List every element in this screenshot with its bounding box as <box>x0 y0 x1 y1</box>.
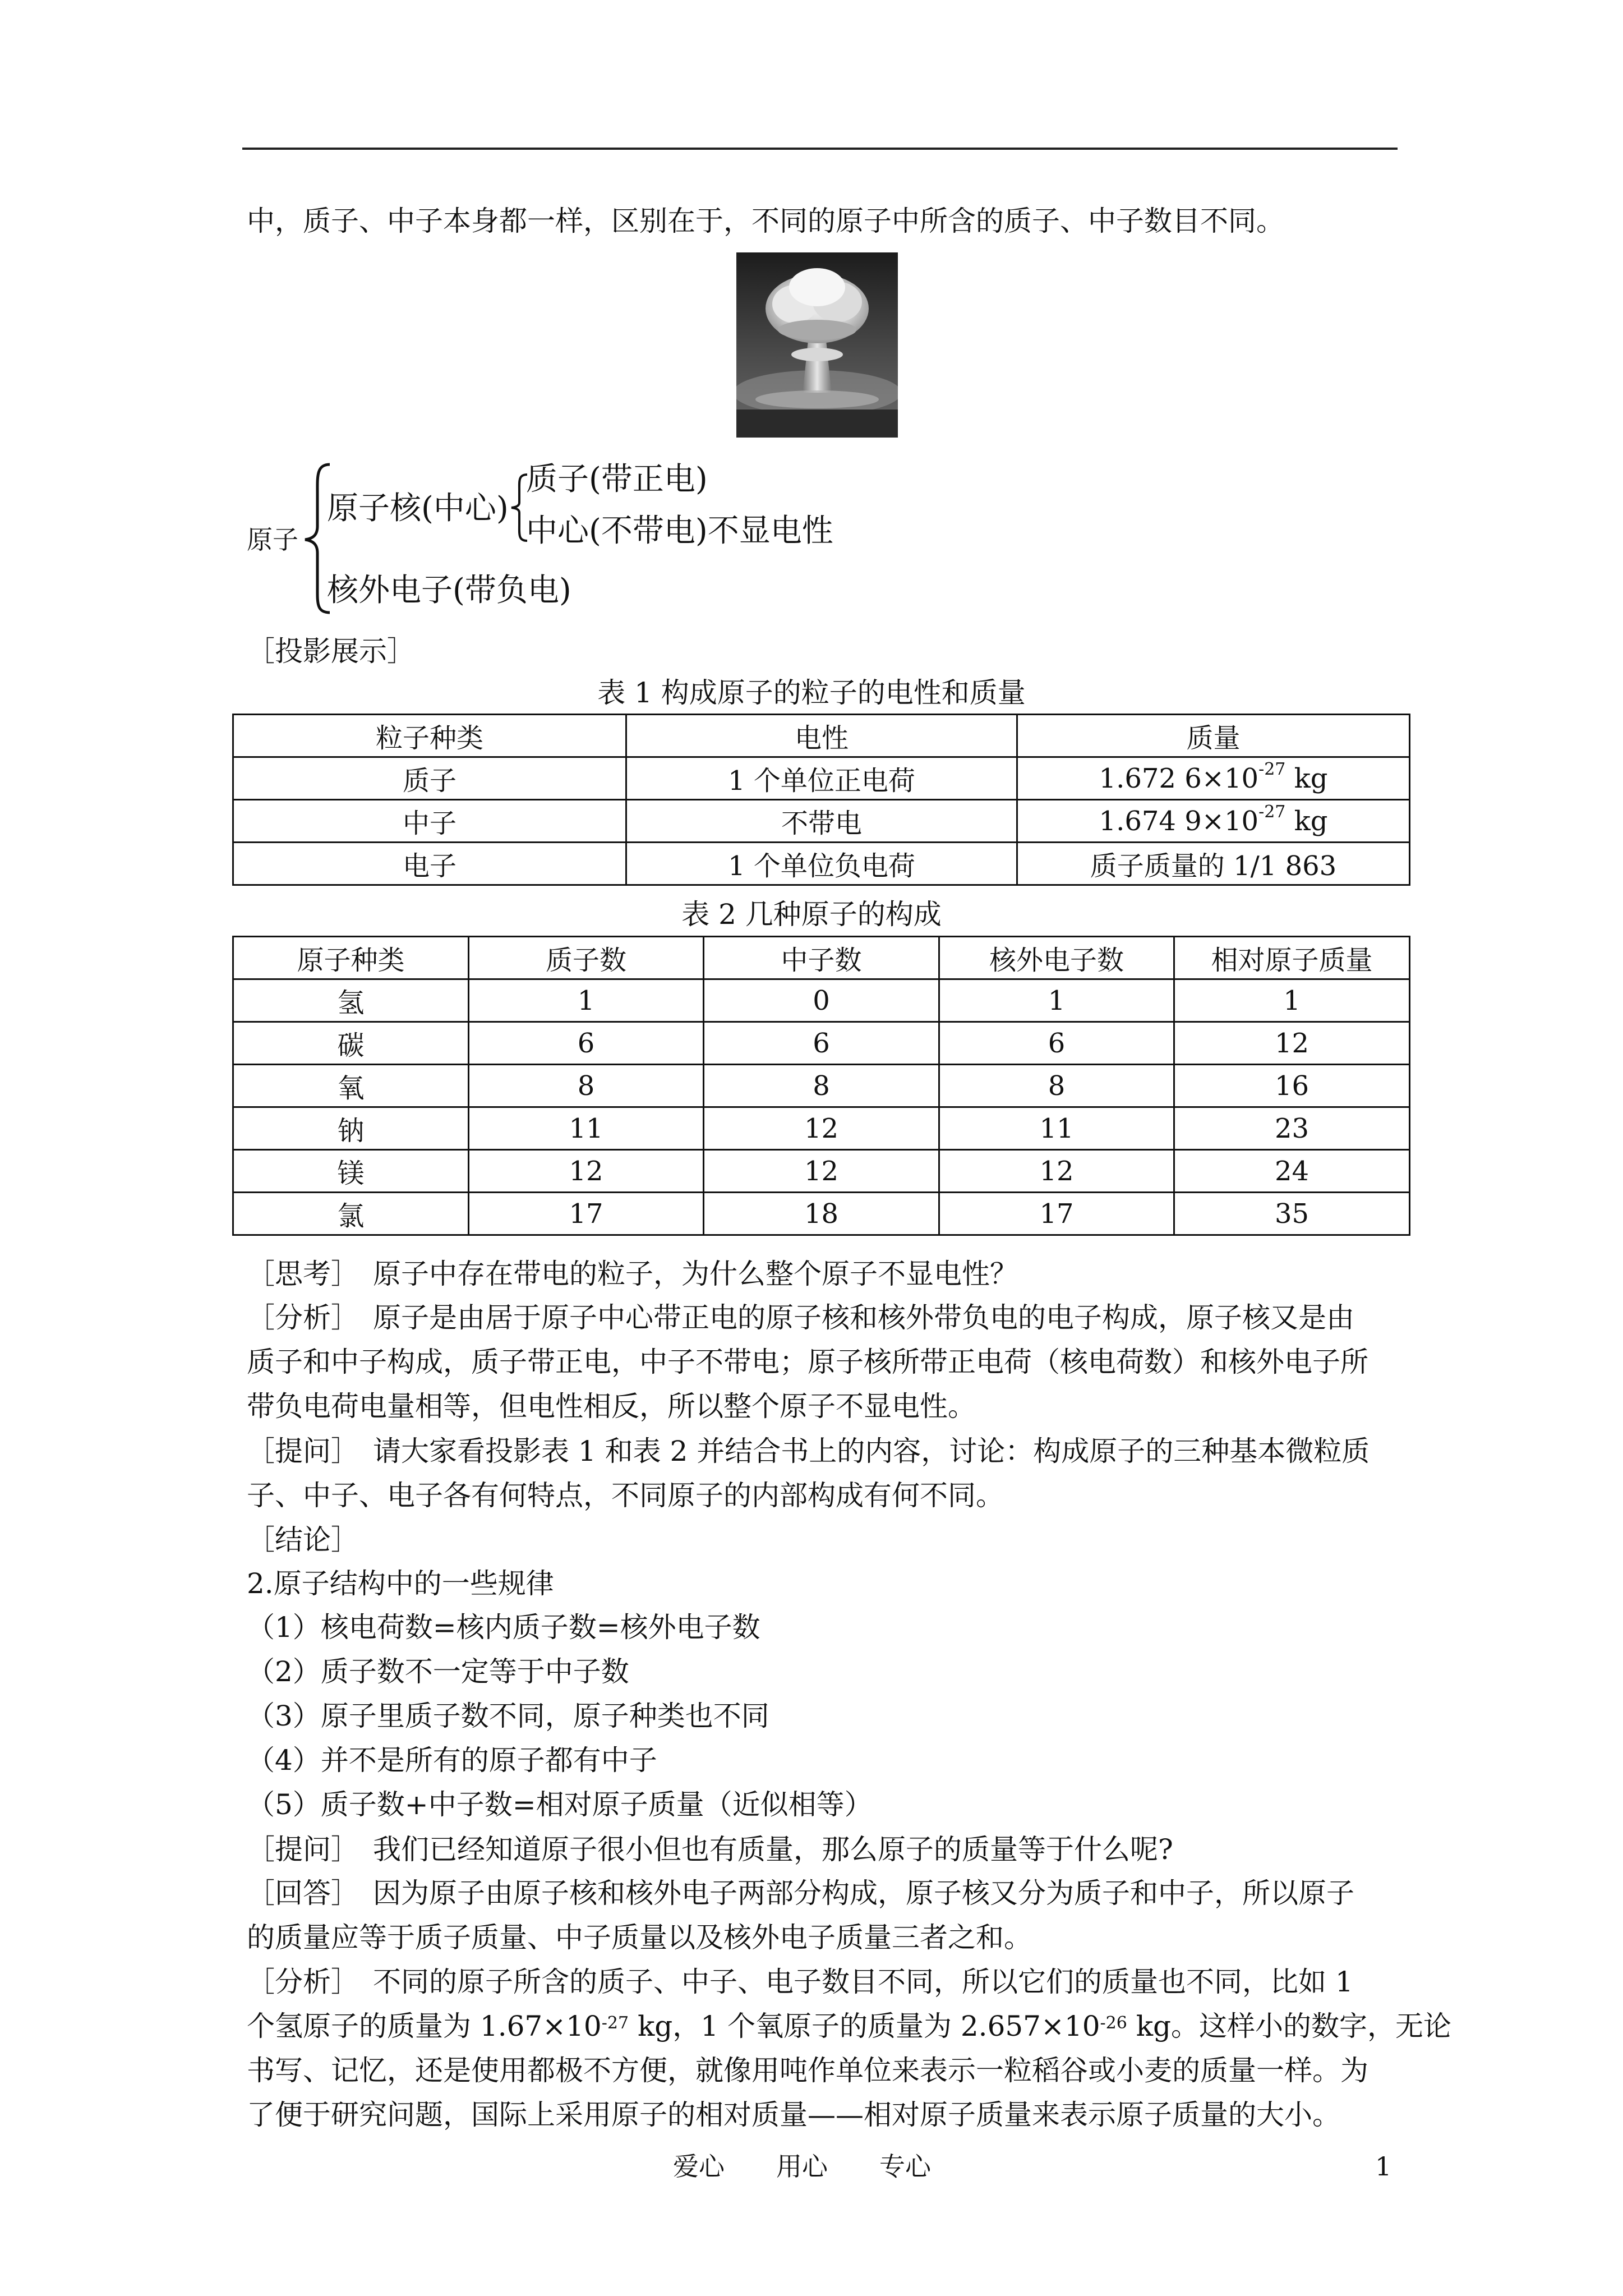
table-header-cell: 质子数 <box>469 937 704 979</box>
table-cell: 6 <box>939 1022 1174 1065</box>
structure-nucleus: 原子核(中心) <box>327 490 509 527</box>
text-line: 带负电荷电量相等，但电性相反，所以整个原子不显电性。 <box>247 1390 976 1423</box>
charge-cell: 1 个单位负电荷 <box>626 843 1017 885</box>
charge-cell: 不带电 <box>626 800 1017 843</box>
table-cell: 12 <box>469 1150 704 1193</box>
footer-motto: 爱心 用心 专心 <box>673 2151 931 2182</box>
structure-root: 原子 <box>247 524 298 555</box>
table-row <box>233 843 1410 885</box>
intro-line: 中，质子、中子本身都一样，区别在于，不同的原子中所含的质子、中子数目不同。 <box>247 205 1284 237</box>
table-cell: 18 <box>704 1193 939 1235</box>
charge-cell: 1 个单位正电荷 <box>626 757 1017 800</box>
table-cell: 8 <box>469 1065 704 1107</box>
analysis-paragraph-1 <box>247 1296 1402 1429</box>
table-cell: 12 <box>939 1150 1174 1193</box>
table-cell: 23 <box>1174 1107 1410 1150</box>
table-row <box>233 800 1410 843</box>
table-cell: 钠 <box>233 1107 469 1150</box>
table-row <box>233 1150 1410 1193</box>
structure-electron: 核外电子(带负电) <box>327 572 571 609</box>
text-line: ［回答］ 因为原子由原子核和核外电子两部分构成，原子核又分为质子和中子，所以原子 <box>247 1877 1354 1910</box>
table-row <box>233 1193 1410 1235</box>
table-cell: 碳 <box>233 1022 469 1065</box>
text-line: ［分析］ 原子是由居于原子中心带正电的原子核和核外带负电的电子构成，原子核又是由 <box>247 1301 1354 1334</box>
table-cell: 12 <box>1174 1022 1410 1065</box>
table-cell: 0 <box>704 979 939 1022</box>
text-line: 个氢原子的质量为 $1.67\times 10^{-27}$ kg，1 个氧原子的质量为 $2.657\times 10^{-26}$ kg。这样小的数字，无论 <box>247 2010 1452 2042</box>
rules-title: 2.原子结构中的一些规律 <box>247 1567 554 1600</box>
mass-cell: 1.674 $9\times 10^{-27}$ kg <box>1017 800 1410 843</box>
question-paragraph-2: ［提问］ 我们已经知道原子很小但也有质量，那么原子的质量等于什么呢? <box>247 1833 1173 1866</box>
text-line: 书写、记忆，还是使用都极不方便，就像用吨作单位来表示一粒稻谷或小麦的质量一样。为 <box>247 2054 1368 2087</box>
particle-table <box>232 714 1410 886</box>
table-cell: 12 <box>704 1107 939 1150</box>
mass-cell: 1.672 $6\times 10^{-27}$ kg <box>1017 757 1410 800</box>
table-header-cell: 中子数 <box>704 937 939 979</box>
table-cell: 24 <box>1174 1150 1410 1193</box>
particle-cell: 电子 <box>233 843 626 885</box>
table1-caption: 表 1 构成原子的粒子的电性和质量 <box>597 677 1026 709</box>
structure-proton: 质子(带正电) <box>526 461 708 498</box>
table-cell: 6 <box>469 1022 704 1065</box>
table-header-cell: 原子种类 <box>233 937 469 979</box>
table-header-row <box>233 937 1410 979</box>
table-cell: 11 <box>469 1107 704 1150</box>
table-header-cell: 核外电子数 <box>939 937 1174 979</box>
table-cell: 8 <box>704 1065 939 1107</box>
text-line: 了便于研究问题，国际上采用原子的相对质量——相对原子质量来表示原子质量的大小。 <box>247 2099 1340 2131</box>
page-number: 1 <box>1375 2151 1392 2182</box>
table-cell: 6 <box>704 1022 939 1065</box>
text-line: 子、中子、电子各有何特点，不同原子的内部构成有何不同。 <box>247 1479 1004 1512</box>
table-row <box>233 1065 1410 1107</box>
table-cell: 1 <box>939 979 1174 1022</box>
analysis-paragraph-2 <box>247 1960 1452 2137</box>
text-line: 的质量应等于质子质量、中子质量以及核外电子质量三者之和。 <box>247 1921 1032 1954</box>
mushroom-cloud-photo <box>736 252 898 438</box>
atom-structure-diagram <box>247 460 976 617</box>
text-line: 质子和中子构成，质子带正电，中子不带电；原子核所带正电荷（核电荷数）和核外电子所 <box>247 1346 1368 1378</box>
table-cell: 1 <box>1174 979 1410 1022</box>
table-cell: 氧 <box>233 1065 469 1107</box>
table-header-cell: 质量 <box>1017 715 1410 757</box>
table-header-cell: 电性 <box>626 715 1017 757</box>
mass-cell: 质子质量的 1/1 863 <box>1017 843 1410 885</box>
list-item: （5）质子数+中子数=相对原子质量（近似相等） <box>247 1788 873 1821</box>
table-header-cell: 粒子种类 <box>233 715 626 757</box>
table-cell: 1 <box>469 979 704 1022</box>
list-item: （3）原子里质子数不同，原子种类也不同 <box>247 1700 769 1732</box>
table-cell: 11 <box>939 1107 1174 1150</box>
list-item: （4）并不是所有的原子都有中子 <box>247 1744 657 1777</box>
table-row <box>233 1022 1410 1065</box>
table2-caption: 表 2 几种原子的构成 <box>681 898 942 931</box>
text-line: ［分析］ 不同的原子所含的质子、中子、电子数目不同，所以它们的质量也不同，比如 1 <box>247 1966 1353 1998</box>
structure-neutron: 中心(不带电)不显电性 <box>526 513 833 549</box>
answer-paragraph <box>247 1871 1402 1960</box>
atom-composition-table <box>232 936 1410 1236</box>
table-cell: 17 <box>939 1193 1174 1235</box>
table-cell: 镁 <box>233 1150 469 1193</box>
particle-cell: 质子 <box>233 757 626 800</box>
table-row <box>233 1107 1410 1150</box>
projection-label: ［投影展示］ <box>247 635 415 668</box>
table-cell: 16 <box>1174 1065 1410 1107</box>
question-paragraph-1 <box>247 1429 1402 1518</box>
think-paragraph: ［思考］ 原子中存在带电的粒子，为什么整个原子不显电性？ <box>247 1258 1018 1290</box>
table-cell: 17 <box>469 1193 704 1235</box>
list-item: （1）核电荷数=核内质子数=核外电子数 <box>247 1611 760 1644</box>
table-cell: 氢 <box>233 979 469 1022</box>
list-item: （2）质子数不一定等于中子数 <box>247 1655 629 1688</box>
table-cell: 35 <box>1174 1193 1410 1235</box>
table-row <box>233 979 1410 1022</box>
table-header-row <box>233 715 1410 757</box>
table-cell: 8 <box>939 1065 1174 1107</box>
conclusion-label: ［结论］ <box>247 1524 359 1556</box>
table-cell: 12 <box>704 1150 939 1193</box>
rules-list <box>247 1605 1402 1827</box>
particle-cell: 中子 <box>233 800 626 843</box>
table-cell: 氯 <box>233 1193 469 1235</box>
table-header-cell: 相对原子质量 <box>1174 937 1410 979</box>
table-row <box>233 757 1410 800</box>
header-rule <box>242 148 1398 150</box>
text-line: ［提问］ 请大家看投影表 1 和表 2 并结合书上的内容，讨论：构成原子的三种基本微粒质 <box>247 1435 1370 1467</box>
